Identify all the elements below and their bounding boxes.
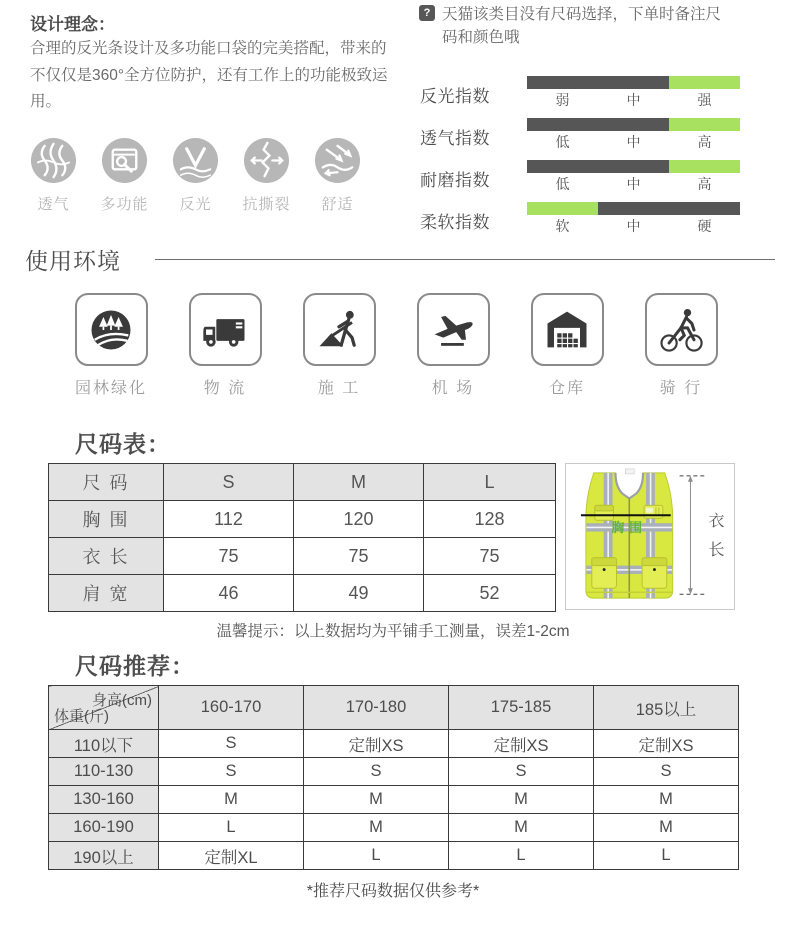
feature-label: 抗撕裂 <box>242 196 291 213</box>
env-item <box>510 293 624 398</box>
truck-icon <box>189 293 262 366</box>
env-label: 物 流 <box>203 380 247 397</box>
table-row: 110-130 S S S S <box>49 758 739 786</box>
feature-label: 舒适 <box>321 196 354 213</box>
vest-image <box>565 463 735 610</box>
env-label: 仓库 <box>548 380 585 397</box>
tear-resistant-icon <box>243 137 290 184</box>
index-row-softness <box>420 202 770 244</box>
index-scale: 弱 中 强 <box>555 92 712 108</box>
table-row: 190以上 定制XL L L L <box>49 842 739 870</box>
env-item <box>168 293 282 398</box>
design-concept-title: 设计理念： <box>30 15 115 34</box>
size-recommend-table <box>48 685 739 870</box>
index-bar <box>527 202 740 215</box>
index-label: 透气指数 <box>420 129 490 148</box>
index-scale: 低 中 高 <box>555 176 712 192</box>
table-row: 130-160 M M M M <box>49 786 739 814</box>
question-icon: ? <box>419 5 435 21</box>
index-bars <box>420 76 770 244</box>
cycling-icon <box>645 293 718 366</box>
feature-item <box>89 137 160 214</box>
environment-icons-row <box>54 293 738 398</box>
environment-header <box>25 243 775 276</box>
index-row-abrasion <box>420 160 770 202</box>
corner-weight-label: 体重(斤) <box>54 708 109 725</box>
index-bar <box>527 76 740 89</box>
reflective-icon <box>172 137 219 184</box>
breathable-icon <box>30 137 77 184</box>
index-scale: 软 中 硬 <box>555 218 712 234</box>
design-concept-body: 合理的反光条设计及多功能口袋的完美搭配，带来的不仅仅是360°全方位防护，还有工作上的功能极致运用。 <box>30 40 388 111</box>
corner-height-label: 身高(cm) <box>92 692 152 709</box>
size-recommend-title: 尺码推荐： <box>75 653 195 679</box>
feature-item <box>18 137 89 214</box>
env-item <box>54 293 168 398</box>
index-row-breathability <box>420 118 770 160</box>
env-label: 施 工 <box>317 380 361 397</box>
corner-cell <box>49 686 159 730</box>
warehouse-icon <box>531 293 604 366</box>
env-label: 园林绿化 <box>74 380 147 397</box>
env-item <box>396 293 510 398</box>
feature-item <box>231 137 302 214</box>
feature-item <box>302 137 373 214</box>
divider-line <box>155 259 775 260</box>
table-row: 胸 围 112 120 128 <box>49 501 556 538</box>
vest-length-label: 衣长 <box>706 512 723 570</box>
table-row: 110以下 S 定制XS 定制XS 定制XS <box>49 730 739 758</box>
size-notice <box>419 3 769 50</box>
index-row-reflective <box>420 76 770 118</box>
feature-label: 多功能 <box>100 196 149 213</box>
table-header-row: 身高(cm) 体重(斤) 160-170 170-180 175-185 185以上 <box>49 686 739 730</box>
env-label: 骑 行 <box>659 380 703 397</box>
index-label: 反光指数 <box>420 87 490 106</box>
index-scale: 低 中 高 <box>555 134 712 150</box>
park-icon <box>75 293 148 366</box>
table-row: 160-190 L M M M <box>49 814 739 842</box>
feature-icons-row <box>18 137 373 214</box>
env-label: 机 场 <box>431 380 475 397</box>
feature-item <box>160 137 231 214</box>
table-row: 肩 宽 46 49 52 <box>49 575 556 612</box>
vest-chest-label: 胸围 <box>611 520 648 536</box>
feature-label: 透气 <box>37 196 70 213</box>
table-row: 衣 长 75 75 75 <box>49 538 556 575</box>
env-item <box>282 293 396 398</box>
airport-icon <box>417 293 490 366</box>
size-notice-text: 天猫该类目没有尺码选择，下单时备注尺码和颜色哦 <box>442 6 722 47</box>
size-table-title: 尺码表： <box>75 431 171 457</box>
env-item <box>624 293 738 398</box>
construction-icon <box>303 293 376 366</box>
environment-title: 使用环境 <box>25 248 121 274</box>
multifunction-icon <box>101 137 148 184</box>
size-recommend-footnote: *推荐尺码数据仅供参考* <box>306 883 480 900</box>
size-table-note: 温馨提示：以上数据均为平铺手工测量，误差1-2cm <box>216 623 570 640</box>
size-table <box>48 463 556 612</box>
index-bar <box>527 118 740 131</box>
index-label: 柔软指数 <box>420 213 490 232</box>
feature-label: 反光 <box>179 196 212 213</box>
table-header-row: 尺 码 S M L <box>49 464 556 501</box>
comfort-icon <box>314 137 361 184</box>
index-label: 耐磨指数 <box>420 171 490 190</box>
index-bar <box>527 160 740 173</box>
